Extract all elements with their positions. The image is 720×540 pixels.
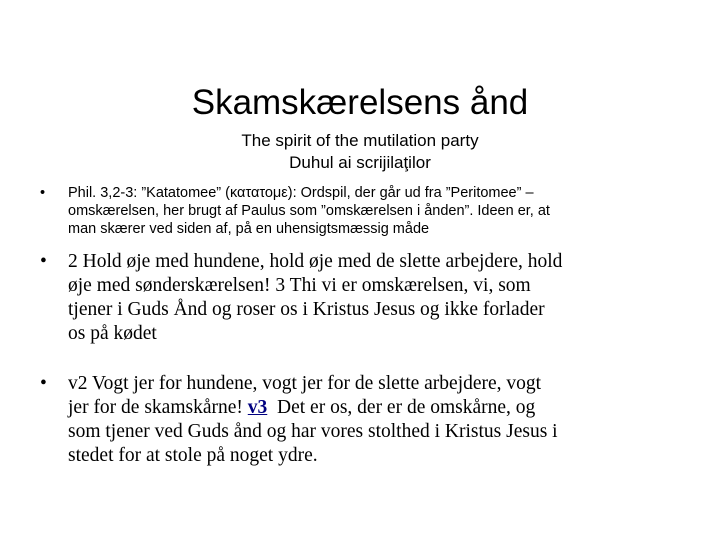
bullet-line-part: Det er os, der er de omskårne, og xyxy=(267,397,536,418)
bullet-line: v2 Vogt jer for hundene, vogt jer for de slette arbejdere, vogt xyxy=(68,373,542,394)
bullet-dot: • xyxy=(40,373,47,394)
bullet-dot: • xyxy=(40,251,47,272)
bullet-line: tjener i Guds Ånd og roser os i Kristus Jesus og ikke forlader xyxy=(68,299,545,320)
bullet-text xyxy=(68,372,708,468)
bullet-line: omskærelsen, her brugt af Paulus som ”omskærelsen i ånden”. Ideen er, at xyxy=(68,203,550,219)
bullet-line: Phil. 3,2-3: ”Katatomee” (κατατομε): Ordspil, der går ud fra ”Peritomee” – xyxy=(68,185,534,201)
bullet-text xyxy=(68,184,688,238)
subtitle-english: The spirit of the mutilation party xyxy=(241,131,479,150)
bullet-line: os på kødet xyxy=(68,323,157,344)
bullet-line: 2 Hold øje med hundene, hold øje med de slette arbejdere, hold xyxy=(68,251,563,272)
slide-title: Skamskærelsens ånd xyxy=(191,83,529,122)
bullet-line: øje med sønderskærelsen! 3 Thi vi er omskærelsen, vi, som xyxy=(68,275,531,296)
subtitle-romanian: Duhul ai scrijilaţilor xyxy=(289,153,431,172)
bullet-line-part: jer for de skamskårne! xyxy=(68,397,248,418)
bullet-text xyxy=(68,250,708,346)
bullet-dot: • xyxy=(40,185,46,201)
verse-3-link[interactable]: v3 xyxy=(247,397,268,418)
bullet-line: stedet for at stole på noget ydre. xyxy=(68,445,318,466)
bullet-line: som tjener ved Guds ånd og har vores stolthed i Kristus Jesus i xyxy=(68,421,558,442)
bullet-line xyxy=(68,396,708,420)
bullet-line: man skærer ved siden af, på en uhensigtsmæssig måde xyxy=(68,221,430,237)
